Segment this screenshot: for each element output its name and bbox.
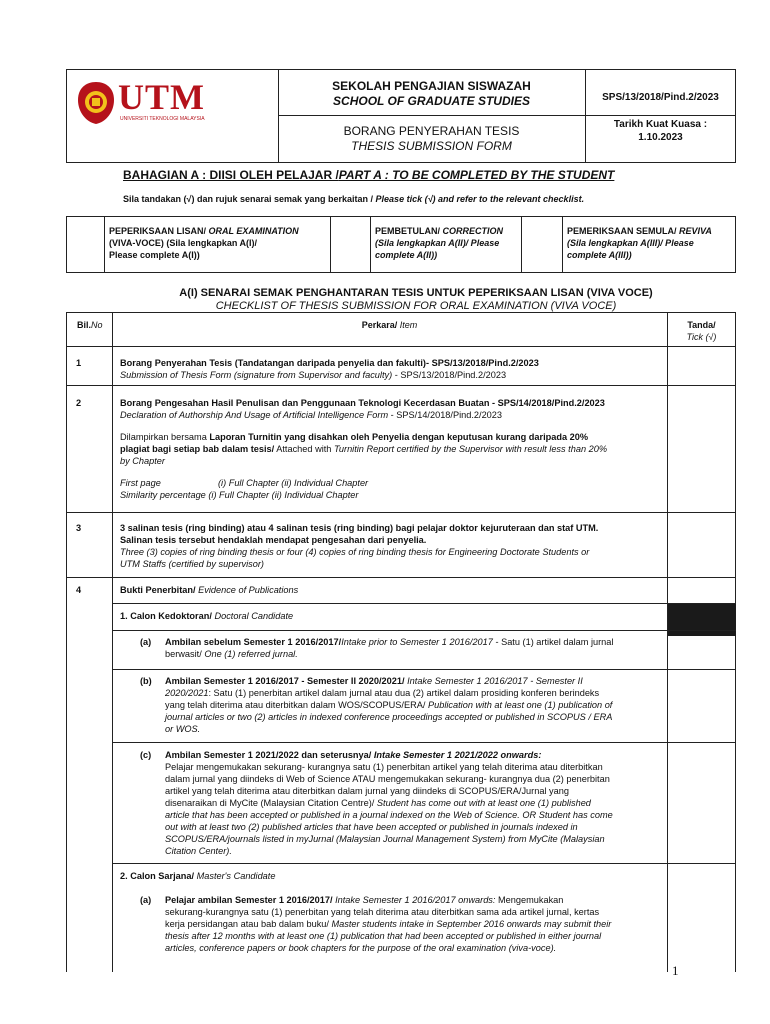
utm-crest-icon [76, 80, 116, 126]
logo-subtitle: UNIVERSITI TEKNOLOGI MALAYSIA [120, 116, 205, 122]
doctoral-b-tick-cell[interactable] [668, 670, 735, 742]
col-header-no: Bil.No [77, 320, 103, 330]
doctoral-c-label: (c) [140, 750, 152, 760]
checklist-title-en: CHECKLIST OF THESIS SUBMISSION FOR ORAL EXAMINATION (VIVA VOCE) [215, 300, 617, 312]
page-number: 1 [672, 963, 679, 978]
row-2-number: 2 [76, 398, 82, 408]
row-1-item: Borang Penyerahan Tesis (Tandatangan daripada penyelia dan fakulti)- SPS/13/2018/Pind.2/2023 Submission of Thesis Form (signature from Supervisor and faculty) - SPS/13/2018/Pind.2/2023 [120, 358, 539, 380]
opt-div-5 [562, 216, 563, 273]
row-2-tick-cell[interactable] [668, 386, 735, 512]
row-sep-4b [112, 630, 736, 631]
form-title-my: BORANG PENYERAHAN TESIS [343, 124, 520, 138]
row-1-number: 1 [76, 358, 82, 368]
opt-div-1 [104, 216, 105, 273]
part-a-title [123, 168, 614, 183]
row-sep-3 [66, 577, 736, 578]
option-reviva: PEMERIKSAAN SEMULA/ REVIVA (Sila lengkapkan A(III)/ Please complete A(III)) [567, 226, 712, 260]
part-a-instruction [123, 193, 584, 205]
doctoral-a-tick-cell[interactable] [668, 631, 735, 669]
doctoral-b-label: (b) [140, 676, 152, 686]
school-title-my: SEKOLAH PENGAJIAN SISWAZAH [332, 79, 531, 93]
row-4-number: 4 [76, 585, 82, 595]
col-divider-no [112, 312, 113, 972]
row-3-tick-cell[interactable] [668, 513, 735, 577]
option-correction-checkbox[interactable] [331, 217, 370, 272]
checklist-title-my: A(I) SENARAI SEMAK PENGHANTARAN TESIS UNTUK PEPERIKSAAN LISAN (VIVA VOCE) [179, 287, 653, 299]
doctoral-c-text: Ambilan Semester 1 2021/2022 dan seterusnya/ Intake Semester 1 2021/2022 onwards: Pelajar mengemukakan sekurang- kurangnya satu (1) penerbitan artikel yang telah diterima atau diterbitkan dalam jurnal yang diindeks di Web of Science ATAU mengemukakan sekurang- kurangnya dua (2) penerbitan artikel yang telah diterima atau diterbitkan dalam jurnal yang diindeks di SCOPUS/ERA/Jurnal yang disenaraikan di MyCite (Malaysian Citation Centre)/ Student has come out with at least one (1) published article that has been accepted or published in a journal indexed on the Web of Science. OR Student has come out with at least two (2) published articles that have been accepted or published in journals indexed in SCOPUS/ERA/journals listed in myJurnal (Malaysian Journal Management System) from MyCite (Malaysian Citation Center). [165, 750, 613, 856]
col-header-tick: Tanda/ Tick (√) [686, 320, 717, 342]
instruction-my: Sila tandakan (√) dan rujuk senarai semak yang berkaitan / [123, 194, 376, 204]
row-4-heading: Bukti Penerbitan/ Evidence of Publications [120, 585, 299, 595]
row-sep-4d [112, 742, 736, 743]
option-oral-exam: PEPERIKSAAN LISAN/ ORAL EXAMINATION (VIVA-VOCE) (Sila lengkapkan A(I)/ Please complete A(I)) [109, 226, 299, 260]
utm-logo [76, 77, 205, 130]
doctoral-c-tick-cell[interactable] [668, 743, 735, 863]
logo-text: UTM [118, 77, 205, 117]
header-divider-2 [585, 69, 586, 163]
row-sep-0 [66, 346, 736, 347]
master-a-tick-cell[interactable] [668, 864, 735, 964]
form-title-en: THESIS SUBMISSION FORM [351, 139, 512, 153]
row-sep-4a [112, 603, 736, 604]
part-a-title-my: BAHAGIAN A : DIISI OLEH PELAJAR / [123, 168, 339, 182]
master-candidate-heading: 2. Calon Sarjana/ Master's Candidate [120, 871, 276, 881]
row-1-tick-cell[interactable] [668, 347, 735, 385]
row-2-item: Borang Pengesahan Hasil Penulisan dan Penggunaan Teknologi Kecerdasan Buatan - SPS/14/2018/Pind.2/2023 Declaration of Authorship And Usage of Artificial Intelligence Form - SPS/14/2018/Pind.2/2023 Dilampirkan bersama Laporan Turnitin yang disahkan oleh Penyelia dengan keputusan kurang daripada 20% plagiat bagi setiap bab dalam tesis/ Attached with Turnitin Report certified by the Supervisor with result less than 20% by Chapter First page (i) Full Chapter (ii) Individual Chapter Similarity percentage (i) Full Chapter (ii) Individual Chapter [120, 398, 607, 500]
row-3-number: 3 [76, 523, 82, 533]
option-correction: PEMBETULAN/ CORRECTION (Sila lengkapkan A(II)/ Please complete A(II)) [375, 226, 503, 260]
master-a-label: (a) [140, 895, 152, 905]
effective-label: Tarikh Kuat Kuasa : [613, 119, 708, 130]
doctoral-a-label: (a) [140, 637, 152, 647]
part-a-title-en: PART A : TO BE COMPLETED BY THE STUDENT [338, 168, 615, 182]
reference-code: SPS/13/2018/Pind.2/2023 [602, 92, 719, 103]
row-sep-2 [66, 512, 736, 513]
option-oral-exam-checkbox[interactable] [67, 217, 104, 272]
instruction-en: Please tick (√) and refer to the relevant checklist. [375, 194, 585, 204]
master-a-text: Pelajar ambilan Semester 1 2016/2017/ Intake Semester 1 2016/2017 onwards: Mengemukakan sekurang-kurangnya satu (1) penerbitan yang telah diterima atau diterbitkan sama ada artikel jurnal, kertas kerja persidangan atau bab dalam buku/ Master students intake in September 2016 onwards may submit their thesis after 12 months with at least one (1) publication that had been accepted or published in either journal articles, conference papers or book chapters for the purpose of the oral examination (viva-voce). [165, 895, 612, 953]
row-3-item: 3 salinan tesis (ring binding) atau 4 salinan tesis (ring binding) bagi pelajar doktor kejuruteraan dan staf UTM. Salinan tesis tersebut hendaklah mendapat pengesahan dari penyelia. Three (3) copies of ring binding thesis or four (4) copies of ring binding thesis for Engineering Doctorate Students or UTM Staffs (certified by supervisor) [120, 523, 599, 569]
effective-date: 1.10.2023 [638, 132, 683, 143]
option-reviva-checkbox[interactable] [522, 217, 562, 272]
header-divider-h [278, 115, 736, 116]
opt-div-3 [370, 216, 371, 273]
col-header-item: Perkara/ Item [361, 320, 418, 330]
school-title-en: SCHOOL OF GRADUATE STUDIES [333, 94, 530, 108]
row-sep-1 [66, 385, 736, 386]
row-sep-4c [112, 669, 736, 670]
row-sep-4e [112, 863, 736, 864]
doctoral-b-text: Ambilan Semester 1 2016/2017 - Semester II 2020/2021/ Intake Semester 1 2016/2017 - Semester II 2020/2021: Satu (1) penerbitan artikel dalam jurnal atau dua (2) artikel dalam prosiding konferen berindeks yang telah diterima atau diterbitkan dalam WOS/SCOPUS/ERA/ Publication with at least one (1) publication of journal articles or two (2) articles in indexed conference proceedings accepted or published in SCOPUS / ERA or WOS. [165, 676, 613, 734]
doctoral-a-text: Ambilan sebelum Semester 1 2016/2017/Intake prior to Semester 1 2016/2017 - Satu (1) artikel dalam jurnal berwasit/ One (1) referred jurnal. [165, 637, 614, 659]
doctoral-candidate-heading: 1. Calon Kedoktoran/ Doctoral Candidate [120, 611, 294, 621]
